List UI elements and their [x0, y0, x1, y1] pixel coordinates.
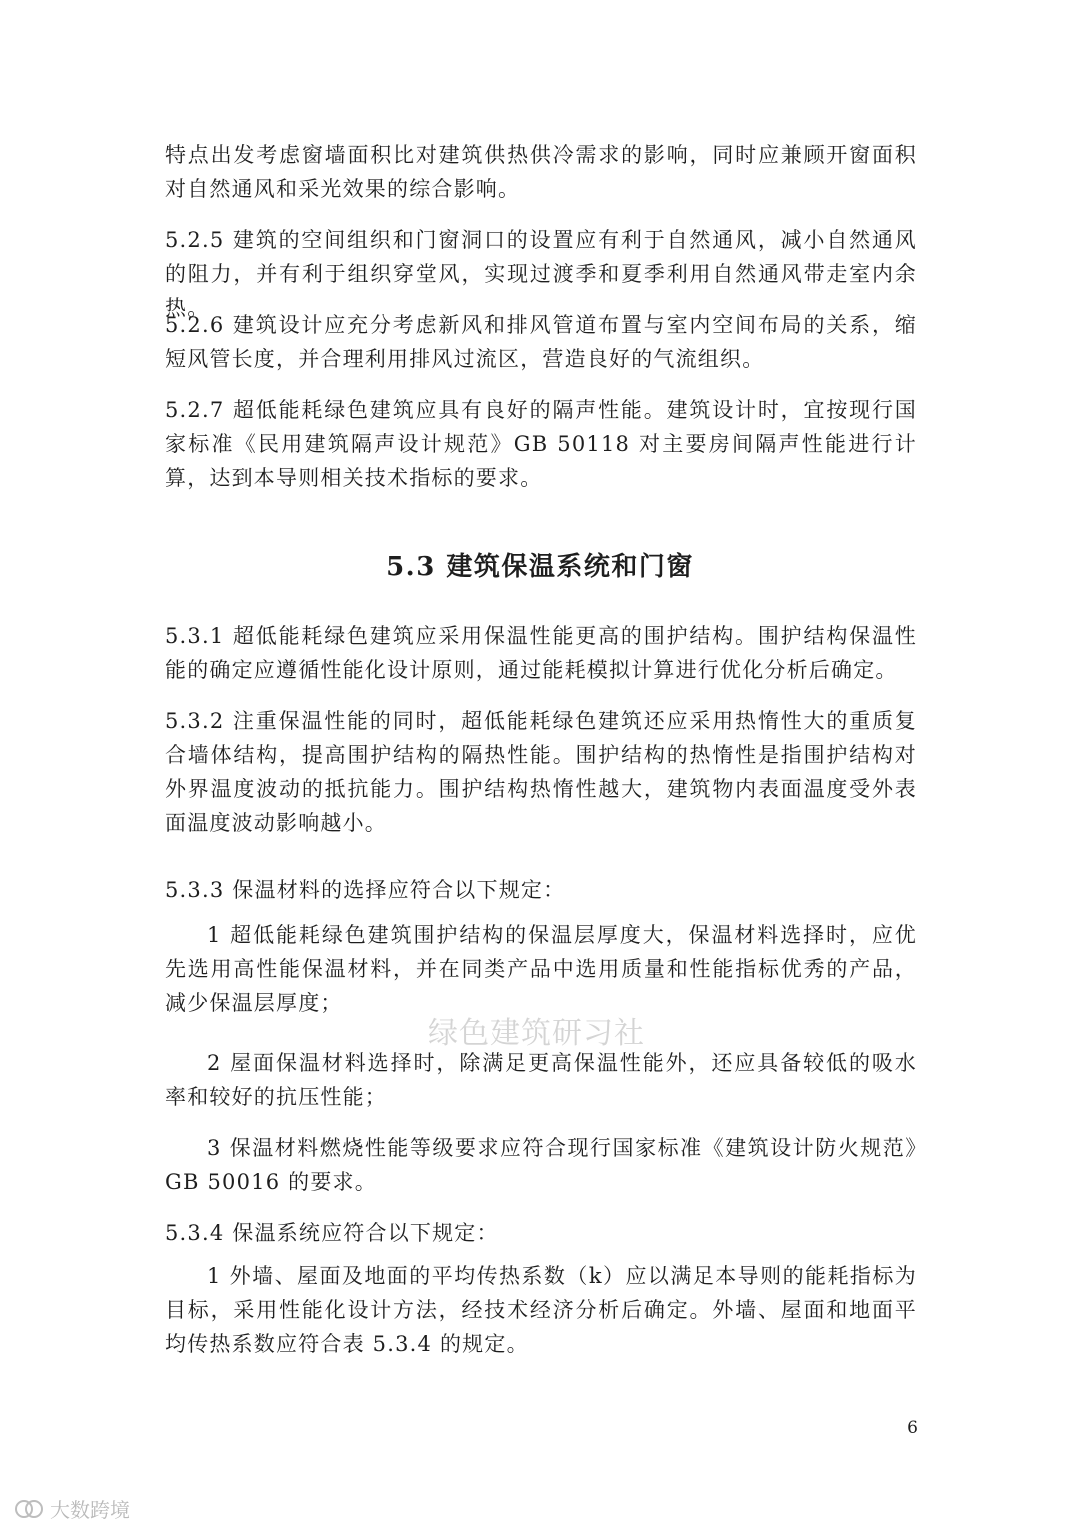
clause-5-3-2: 5.3.2 注重保温性能的同时，超低能耗绿色建筑还应采用热惰性大的重质复合墙体结构，提高围护结构的隔热性能。围护结构的热惰性是指围护结构对外界温度波动的抵抗能力。围护结构热惰性越大，建筑物内表面温度受外表面温度波动影响越小。 [165, 709, 917, 835]
paragraph-intro-continued: 特点出发考虑窗墙面积比对建筑供热供冷需求的影响，同时应兼顾开窗面积对自然通风和采光效果的综合影响。 [165, 143, 917, 201]
brand-label: 大数跨境 [50, 1498, 130, 1522]
section-heading-5-3: 5.3 建筑保温系统和门窗 [386, 552, 694, 582]
clause-5-3-3-item-1: 1 超低能耗绿色建筑围护结构的保温层厚度大，保温材料选择时，应优先选用高性能保温材料，并在同类产品中选用质量和性能指标优秀的产品，减少保温层厚度； [165, 923, 917, 1015]
clause-5-2-6: 5.2.6 建筑设计应充分考虑新风和排风管道布置与室内空间布局的关系，缩短风管长度，并合理利用排风过流区，营造良好的气流组织。 [165, 313, 917, 371]
brand-logo-icon [14, 1497, 44, 1521]
clause-5-3-3-item-2: 2 屋面保温材料选择时，除满足更高保温性能外，还应具备较低的吸水率和较好的抗压性能； [165, 1051, 917, 1109]
watermark-text: 绿色建筑研习社 [428, 1016, 645, 1051]
clause-5-3-1: 5.3.1 超低能耗绿色建筑应采用保温性能更高的围护结构。围护结构保温性能的确定应遵循性能化设计原则，通过能耗模拟计算进行优化分析后确定。 [165, 624, 917, 682]
clause-5-2-7: 5.2.7 超低能耗绿色建筑应具有良好的隔声性能。建筑设计时，宜按现行国家标准《民用建筑隔声设计规范》GB 50118 对主要房间隔声性能进行计算，达到本导则相关技术指标的要求。 [165, 398, 917, 490]
clause-5-3-4-item-1: 1 外墙、屋面及地面的平均传热系数（k）应以满足本导则的能耗指标为目标，采用性能化设计方法，经技术经济分析后确定。外墙、屋面和地面平均传热系数应符合表 5.3.4 的规定。 [165, 1264, 917, 1356]
clause-5-3-3: 5.3.3 保温材料的选择应符合以下规定： [165, 878, 566, 902]
clause-5-3-4: 5.3.4 保温系统应符合以下规定： [165, 1221, 499, 1245]
page-number: 6 [907, 1418, 918, 1438]
source-brand [14, 1494, 130, 1523]
clause-5-2-5: 5.2.5 建筑的空间组织和门窗洞口的设置应有利于自然通风，减小自然通风的阻力，并有利于组织穿堂风，实现过渡季和夏季利用自然通风带走室内余热。 [165, 228, 917, 320]
clause-5-3-3-item-3: 3 保温材料燃烧性能等级要求应符合现行国家标准《建筑设计防火规范》GB 50016 的要求。 [165, 1136, 917, 1194]
